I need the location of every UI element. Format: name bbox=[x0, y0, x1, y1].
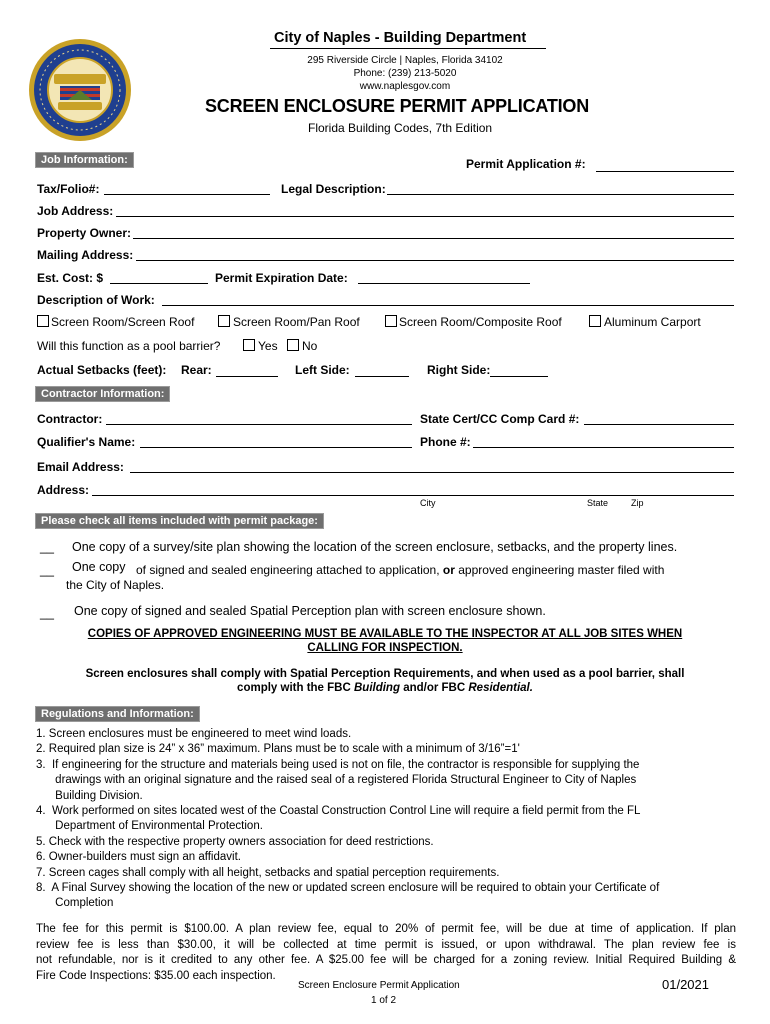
checkbox-composite-roof[interactable] bbox=[385, 315, 397, 327]
comply-text-c: and/or FBC bbox=[403, 682, 466, 694]
checkbox-pan-roof[interactable] bbox=[218, 315, 230, 327]
option-pan-roof-label: Screen Room/Pan Roof bbox=[233, 315, 360, 329]
est-cost-field[interactable] bbox=[110, 283, 208, 284]
option-composite-roof-label: Screen Room/Composite Roof bbox=[399, 315, 562, 329]
legal-description-label: Legal Description: bbox=[281, 182, 386, 196]
item2-blank[interactable]: __ bbox=[40, 563, 54, 577]
option-aluminum-carport-label: Aluminum Carport bbox=[604, 315, 701, 329]
qualifier-name-field[interactable] bbox=[140, 447, 412, 448]
comply-residential: Residential. bbox=[468, 682, 533, 694]
fee-paragraph bbox=[36, 922, 736, 984]
item2-text-a: One copy bbox=[72, 560, 126, 574]
contractor-label: Contractor: bbox=[37, 412, 103, 426]
page-title: SCREEN ENCLOSURE PERMIT APPLICATION bbox=[205, 96, 590, 116]
city-caption: City bbox=[420, 498, 436, 508]
reg-line-3b: drawings with an original signature and the raised seal of a registered Florida Structural Engineer to City of Naples bbox=[36, 774, 637, 787]
item1-blank[interactable]: __ bbox=[40, 540, 54, 554]
department-address: 295 Riverside Circle | Naples, Florida 34102 bbox=[307, 55, 503, 66]
item3-blank[interactable]: __ bbox=[40, 606, 54, 620]
item1-text: One copy of a survey/site plan showing the location of the screen enclosure, setbacks, and the property lines. bbox=[72, 540, 678, 554]
item3-text: One copy of signed and sealed Spatial Perception plan with screen enclosure shown. bbox=[74, 604, 546, 618]
pool-no-label: No bbox=[302, 339, 318, 353]
phone-label: Phone #: bbox=[420, 435, 471, 449]
job-address-field[interactable] bbox=[116, 216, 734, 217]
checkbox-pool-no[interactable] bbox=[287, 339, 299, 351]
checkbox-aluminum-carport[interactable] bbox=[589, 315, 601, 327]
rear-label: Rear: bbox=[181, 363, 212, 377]
item2-text-d: the City of Naples. bbox=[66, 578, 165, 592]
fee-line-2: review fee is less than $30.00, it will be collected at time permit is issued, or upon withdrawal. The plan review fee is bbox=[36, 938, 736, 951]
state-caption: State bbox=[587, 498, 609, 508]
option-screen-roof-label: Screen Room/Screen Roof bbox=[51, 315, 195, 329]
qualifier-name-label: Qualifier's Name: bbox=[37, 435, 136, 449]
pool-yes-label: Yes bbox=[258, 339, 278, 353]
item2-line bbox=[136, 563, 664, 577]
reg-line-4: 4. Work performed on sites located west of the Coastal Construction Control Line will require a field permit from the FL bbox=[36, 805, 641, 818]
tax-folio-field[interactable] bbox=[104, 194, 270, 195]
property-owner-label: Property Owner: bbox=[37, 226, 132, 240]
contractor-field[interactable] bbox=[106, 424, 412, 425]
address-field[interactable] bbox=[92, 495, 734, 496]
item2-text-b: of signed and sealed engineering attached to application, bbox=[136, 563, 440, 577]
mailing-address-field[interactable] bbox=[136, 260, 734, 261]
job-address-label: Job Address: bbox=[37, 204, 114, 218]
address-label: Address: bbox=[37, 483, 90, 497]
header-rule bbox=[270, 48, 546, 49]
tax-folio-label: Tax/Folio#: bbox=[37, 182, 100, 196]
page-subtitle: Florida Building Codes, 7th Edition bbox=[308, 121, 493, 135]
comply-line2 bbox=[36, 682, 734, 694]
pool-barrier-question: Will this function as a pool barrier? bbox=[37, 339, 221, 353]
state-cert-label: State Cert/CC Comp Card #: bbox=[420, 412, 580, 426]
department-phone: Phone: (239) 213-5020 bbox=[353, 68, 457, 79]
permit-expiration-field[interactable] bbox=[358, 283, 530, 284]
reg-line-1: 1. Screen enclosures must be engineered to meet wind loads. bbox=[36, 728, 352, 740]
reg-line-8b: Completion bbox=[36, 897, 114, 910]
comply-line1: Screen enclosures shall comply with Spatial Perception Requirements, and when used as a pool barrier, shall bbox=[85, 668, 685, 680]
footer-form-name: Screen Enclosure Permit Application bbox=[298, 980, 460, 991]
email-address-field[interactable] bbox=[130, 472, 734, 473]
reg-line-8: 8. A Final Survey showing the location of the new or updated screen enclosure will be required to obtain your Certificate of bbox=[36, 882, 660, 895]
left-side-field[interactable] bbox=[355, 376, 409, 377]
reg-line-7: 7. Screen cages shall comply with all height, setbacks and spatial perception requirements. bbox=[36, 866, 500, 879]
department-website: www.naplesgov.com bbox=[359, 81, 451, 92]
regulations-list bbox=[36, 727, 736, 912]
reg-line-3: 3. If engineering for the structure and materials being used is not on file, the contractor is responsible for supplying the bbox=[36, 758, 640, 771]
legal-description-field[interactable] bbox=[387, 194, 734, 195]
rear-field[interactable] bbox=[216, 376, 278, 377]
reg-line-6: 6. Owner-builders must sign an affidavit. bbox=[36, 851, 241, 864]
right-side-field[interactable] bbox=[490, 376, 548, 377]
item2-text-c: approved engineering master filed with bbox=[458, 563, 665, 577]
phone-field[interactable] bbox=[473, 447, 734, 448]
checkbox-pool-yes[interactable] bbox=[243, 339, 255, 351]
permit-application-label: Permit Application #: bbox=[466, 157, 586, 171]
item2-or: or bbox=[442, 563, 455, 577]
left-side-label: Left Side: bbox=[295, 363, 350, 377]
reg-line-2: 2. Required plan size is 24” x 36” maximum. Plans must be to scale with a minimum of 3/16”=1' bbox=[36, 743, 520, 756]
checkbox-screen-roof[interactable] bbox=[37, 315, 49, 327]
footer-date: 01/2021 bbox=[662, 977, 709, 992]
comply-building: Building bbox=[353, 682, 400, 694]
zip-caption: Zip bbox=[631, 498, 644, 508]
city-seal bbox=[28, 38, 132, 142]
permit-application-field[interactable] bbox=[596, 171, 734, 172]
permit-expiration-label: Permit Expiration Date: bbox=[215, 271, 348, 285]
reg-line-5: 5. Check with the respective property owners association for deed restrictions. bbox=[36, 835, 434, 848]
state-cert-field[interactable] bbox=[584, 424, 734, 425]
property-owner-field[interactable] bbox=[133, 238, 734, 239]
fee-line-3: not refundable, nor is it credited to any other fee. A $25.00 fee will be charged for a zoning review. Initial Required Building & bbox=[36, 954, 736, 966]
section-job-information: Job Information: bbox=[35, 152, 134, 168]
email-address-label: Email Address: bbox=[37, 460, 124, 474]
footer-page-number: 1 of 2 bbox=[371, 995, 397, 1006]
section-permit-package: Please check all items included with permit package: bbox=[35, 513, 324, 529]
notice-line2: CALLING FOR INSPECTION. bbox=[307, 642, 463, 654]
description-of-work-field[interactable] bbox=[162, 305, 734, 306]
mailing-address-label: Mailing Address: bbox=[37, 248, 134, 262]
description-of-work-label: Description of Work: bbox=[37, 293, 155, 307]
fee-line-4: Fire Code Inspections: $35.00 each inspection. bbox=[36, 969, 276, 982]
est-cost-label: Est. Cost: $ bbox=[37, 271, 104, 285]
reg-line-4b: Department of Environmental Protection. bbox=[36, 820, 263, 833]
setbacks-label: Actual Setbacks (feet): bbox=[37, 363, 167, 377]
comply-text-a: comply with the FBC bbox=[237, 682, 351, 694]
section-contractor-information: Contractor Information: bbox=[35, 386, 170, 402]
right-side-label: Right Side: bbox=[427, 363, 491, 377]
section-regulations: Regulations and Information: bbox=[35, 706, 200, 722]
reg-line-3c: Building Division. bbox=[36, 789, 143, 802]
fee-line-1: The fee for this permit is $100.00. A plan review fee, equal to 20% of permit fee, will be due at time of application. If plan bbox=[36, 923, 736, 935]
notice-line1: COPIES OF APPROVED ENGINEERING MUST BE AVAILABLE TO THE INSPECTOR AT ALL JOB SITES WHEN bbox=[87, 628, 683, 640]
department-name: City of Naples - Building Department bbox=[274, 30, 527, 46]
